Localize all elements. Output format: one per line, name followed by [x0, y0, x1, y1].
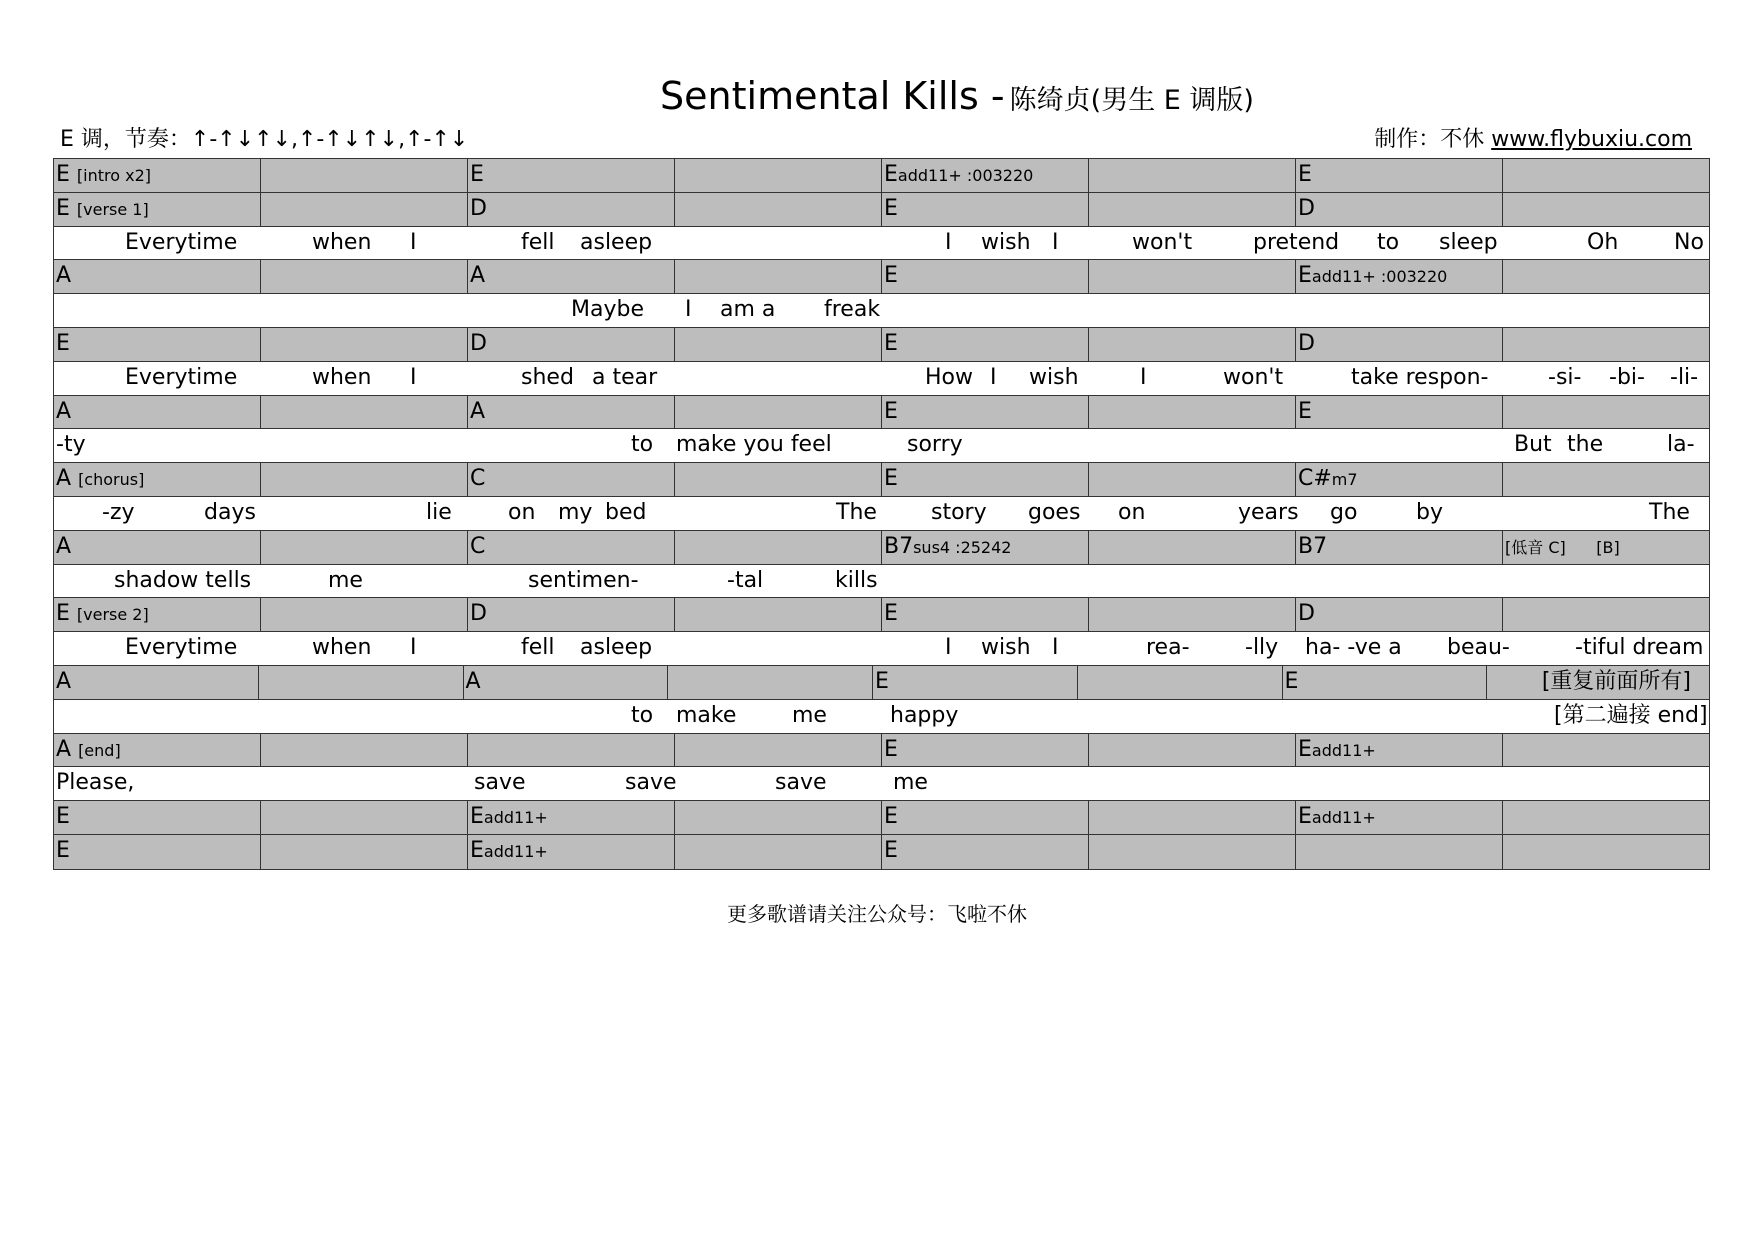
lyric-word: by: [1416, 499, 1443, 525]
chord-name: A: [470, 398, 486, 424]
footer-note: 更多歌谱请关注公众号：飞啦不休: [727, 902, 1027, 926]
lyric-row: [54, 227, 1709, 261]
measure: [1296, 734, 1503, 767]
measure: [1078, 666, 1283, 699]
lyric-word: Please,: [56, 770, 135, 796]
chord-name: E: [884, 837, 898, 863]
lyric-word: bed: [605, 499, 647, 525]
measure: [54, 260, 261, 293]
chord-name: E: [1298, 263, 1312, 289]
lyric-word: me: [328, 567, 363, 593]
measure: [675, 193, 882, 226]
lyric-word: Maybe: [571, 297, 644, 323]
credit: [1374, 122, 1692, 153]
chord-name: A: [56, 533, 72, 559]
lyric-word: -bi-: [1609, 364, 1645, 390]
chord-name: C: [470, 533, 486, 559]
song-title-subtitle: 陈绮贞(男生 E 调版): [1009, 85, 1254, 116]
lyric-word: me: [792, 702, 827, 728]
measure: [468, 531, 675, 564]
lyric-word: I: [410, 635, 417, 661]
lyric-word: rea-: [1146, 635, 1190, 661]
measure: [1296, 835, 1503, 869]
chord-name: D: [470, 330, 487, 356]
chord-name: D: [1298, 195, 1315, 221]
lyric-word: save: [625, 770, 677, 796]
measure: [882, 463, 1089, 496]
chord-name: E: [56, 195, 70, 221]
measure: [468, 801, 675, 834]
measure: [1089, 463, 1296, 496]
lyric-word: I: [1052, 229, 1059, 255]
chord-name: E: [884, 162, 898, 187]
lyric-word: go: [1330, 499, 1358, 525]
lyric-word: I: [1140, 364, 1147, 390]
measure: [1503, 463, 1709, 496]
measure: [675, 598, 882, 631]
chord-name: A: [56, 668, 72, 694]
lyric-word: save: [474, 770, 526, 796]
measure: [1503, 328, 1709, 361]
measure: [54, 328, 261, 361]
measure: [1296, 193, 1503, 226]
chord-name: C: [470, 466, 486, 492]
chord-row: [54, 260, 1709, 294]
chord-suffix: add11+: [483, 808, 548, 828]
chord-row: [54, 328, 1709, 362]
lyric-word: fell: [521, 229, 555, 255]
lyric-row: [54, 700, 1709, 734]
lyric-word: days: [204, 499, 256, 525]
lyric-word: I: [990, 364, 997, 390]
measure: [1503, 835, 1709, 869]
song-title: [0, 74, 1754, 118]
lyric-word: am a: [720, 297, 776, 323]
measure: [1296, 598, 1503, 631]
lyric-word: beau-: [1447, 635, 1510, 661]
chord-name: A: [56, 466, 72, 492]
chord-row: [54, 193, 1709, 227]
lyric-row: [54, 767, 1709, 801]
measure: [1503, 396, 1709, 429]
chord-name: E: [1298, 736, 1312, 762]
lyric-word: when: [312, 364, 372, 390]
measure: [468, 734, 675, 767]
chord-name: E: [1298, 398, 1312, 424]
measure: [1089, 835, 1296, 869]
repeat-note: [重复前面所有]: [1541, 668, 1691, 694]
measure: [882, 531, 1089, 564]
lyric-word: asleep: [580, 635, 653, 661]
lyric-word: when: [312, 635, 372, 661]
chord-name: B7: [884, 533, 914, 559]
measure: [873, 666, 1078, 699]
measure: [1089, 734, 1296, 767]
lyric-word: sorry: [907, 432, 963, 458]
lyric-row: [54, 429, 1709, 463]
measure: [1089, 159, 1296, 192]
chord-name: E: [470, 162, 484, 187]
credit-label: 制作：不休: [1374, 127, 1485, 152]
chord-name: E: [875, 668, 889, 694]
chord-name: A: [465, 668, 481, 694]
measure: [1296, 328, 1503, 361]
chord-suffix: add11+ :003220: [1311, 267, 1448, 287]
lyric-word: No: [1674, 229, 1704, 255]
lyric-word: save: [775, 770, 827, 796]
chord-name: E: [884, 466, 898, 492]
measure: [54, 598, 261, 631]
measure: [468, 598, 675, 631]
lyric-word: How: [925, 364, 973, 390]
measure: [54, 531, 261, 564]
chord-name: E: [884, 736, 898, 762]
measure: [675, 396, 882, 429]
chord-name: B7: [1298, 533, 1328, 559]
chord-name: D: [470, 195, 487, 221]
measure: [675, 328, 882, 361]
measure: [1296, 159, 1503, 192]
chord-suffix: add11+: [1311, 808, 1376, 828]
lyric-word: The: [836, 499, 877, 525]
measure: [54, 835, 261, 869]
measure: [261, 598, 468, 631]
chord-row: [54, 531, 1709, 565]
measure: [882, 734, 1089, 767]
chord-name: E: [56, 837, 70, 863]
measure: [675, 801, 882, 834]
lyric-word: -tal: [727, 567, 764, 593]
chord-name: E: [56, 162, 70, 187]
measure: [668, 666, 873, 699]
lyric-word: happy: [890, 702, 959, 728]
lyric-word: my: [558, 499, 593, 525]
section-label: [chorus]: [78, 470, 145, 490]
lyric-word: -tiful dream: [1575, 635, 1704, 661]
lyric-word: pretend: [1253, 229, 1340, 255]
chord-suffix: sus4 :25242: [913, 537, 1012, 557]
measure: [1296, 463, 1503, 496]
lyric-row: [54, 294, 1709, 328]
measure: [1283, 666, 1488, 699]
lyric-word: la-: [1667, 432, 1695, 458]
measure: [1089, 260, 1296, 293]
measure: [261, 734, 468, 767]
section-label: [end]: [78, 740, 121, 760]
measure: [259, 666, 464, 699]
measure: [675, 159, 882, 192]
measure: [1503, 801, 1709, 834]
lyric-row: [54, 565, 1709, 599]
measure: [54, 159, 261, 192]
measure: [882, 328, 1089, 361]
chord-suffix: add11+: [1311, 740, 1376, 760]
lyric-word: I: [1052, 635, 1059, 661]
lyric-word: shadow tells: [114, 567, 252, 593]
chord-name: E: [1298, 162, 1312, 187]
measure: [261, 159, 468, 192]
measure: [882, 159, 1089, 192]
lyric-word: I: [410, 229, 417, 255]
lyric-word: when: [312, 229, 372, 255]
measure: [1503, 598, 1709, 631]
measure: [468, 260, 675, 293]
lyric-word: I: [945, 635, 952, 661]
measure: [468, 835, 675, 869]
chord-row: [54, 159, 1709, 193]
lyric-word: sleep: [1439, 229, 1498, 255]
lyric-word: wish: [981, 635, 1031, 661]
measure: [261, 531, 468, 564]
lyric-word: -li-: [1670, 364, 1699, 390]
chord-name: A: [56, 263, 72, 289]
measure: [1089, 328, 1296, 361]
lyric-word: goes: [1028, 499, 1081, 525]
section-label: [intro x2]: [76, 166, 151, 185]
lyric-word: on: [508, 499, 536, 525]
measure: [882, 260, 1089, 293]
chord-name: E: [884, 330, 898, 356]
measure: [261, 463, 468, 496]
lyric-word: Everytime: [125, 635, 238, 661]
lyric-word: won't: [1223, 364, 1284, 390]
measure: [1089, 598, 1296, 631]
chord-name: E: [884, 804, 898, 830]
chord-name: E: [1284, 668, 1299, 694]
measure: [675, 835, 882, 869]
chord-name: C#: [1298, 466, 1332, 492]
lyric-word: -si-: [1548, 364, 1582, 390]
measure: [1089, 193, 1296, 226]
lyric-word: wish: [981, 229, 1031, 255]
lyric-word: asleep: [580, 229, 653, 255]
lyric-word: me: [893, 770, 928, 796]
measure: [675, 260, 882, 293]
measure: [1296, 260, 1503, 293]
measure: [1503, 260, 1709, 293]
chord-suffix: add11+ :003220: [897, 166, 1034, 185]
measure: [468, 193, 675, 226]
lyric-word: The: [1649, 499, 1690, 525]
lyric-word: make: [676, 702, 737, 728]
measure: [1296, 396, 1503, 429]
chord-name: E: [884, 601, 898, 627]
lyric-row: [54, 362, 1709, 396]
lyric-word: fell: [521, 635, 555, 661]
chord-row: [54, 835, 1709, 869]
song-title-main: Sentimental Kills -: [660, 74, 1005, 118]
chord-name: A: [56, 736, 72, 762]
measure: [675, 734, 882, 767]
chord-name: E: [884, 195, 898, 221]
lyric-word: Everytime: [125, 364, 238, 390]
chord-name: E: [1298, 804, 1312, 830]
lyric-word: But: [1514, 432, 1552, 458]
chord-name: A: [470, 263, 486, 289]
chord-row: [54, 801, 1709, 835]
lyric-word: shed: [521, 364, 574, 390]
measure: [1089, 531, 1296, 564]
measure: [1089, 801, 1296, 834]
lyric-word: -lly: [1245, 635, 1279, 661]
measure: [468, 463, 675, 496]
repeat-end-note: [第二遍接 end]: [1554, 702, 1708, 728]
chord-name: D: [1298, 601, 1315, 627]
bass-note-label: [低音 C] [B]: [1505, 537, 1620, 557]
measure: [261, 396, 468, 429]
chord-name: D: [470, 601, 487, 627]
lyric-word: kills: [835, 567, 878, 593]
section-label: [verse 2]: [76, 605, 149, 625]
measure: [54, 463, 261, 496]
lyric-word: freak: [824, 297, 881, 323]
measure: [882, 193, 1089, 226]
chord-name: E: [470, 804, 484, 830]
lyric-word: on: [1118, 499, 1146, 525]
measure: [1089, 396, 1296, 429]
lyric-word: to: [631, 432, 654, 458]
measure: [1503, 734, 1709, 767]
measure: [468, 159, 675, 192]
lyric-word: to: [631, 702, 654, 728]
chord-name: D: [1298, 330, 1315, 356]
chord-row: [54, 598, 1709, 632]
chord-suffix: add11+: [483, 841, 548, 861]
chord-name: E: [56, 330, 70, 356]
lyric-word: -zy: [102, 499, 135, 525]
lyric-word: wish: [1029, 364, 1079, 390]
lyric-word: I: [685, 297, 692, 323]
measure: [468, 396, 675, 429]
lyric-word: I: [945, 229, 952, 255]
chord-row: [54, 666, 1709, 700]
measure: [1296, 531, 1503, 564]
chord-name: E: [884, 398, 898, 424]
measure: [882, 801, 1089, 834]
measure: [261, 801, 468, 834]
measure: [1503, 193, 1709, 226]
lyric-row: [54, 497, 1709, 531]
measure: [54, 666, 259, 699]
chord-name: E: [56, 601, 70, 627]
measure: [54, 801, 261, 834]
measure: [675, 463, 882, 496]
measure: [54, 734, 261, 767]
lyric-word: lie: [426, 499, 452, 525]
measure: [261, 835, 468, 869]
lyric-word: the: [1567, 432, 1604, 458]
lyric-word: -ty: [56, 432, 86, 458]
chord-name: E: [884, 263, 898, 289]
measure: [468, 328, 675, 361]
measure: [882, 598, 1089, 631]
lyric-word: I: [410, 364, 417, 390]
chord-sheet: [53, 158, 1710, 870]
lyric-word: a tear: [592, 364, 658, 390]
measure: [1487, 666, 1709, 699]
lyric-word: Everytime: [125, 229, 238, 255]
measure: [675, 531, 882, 564]
lyric-word: story: [931, 499, 987, 525]
measure: [261, 328, 468, 361]
lyric-word: won't: [1132, 229, 1193, 255]
lyric-word: take respon-: [1351, 364, 1489, 390]
measure: [1503, 159, 1709, 192]
lyric-word: ha- -ve a: [1305, 635, 1402, 661]
lyric-row: [54, 632, 1709, 666]
credit-url[interactable]: www.flybuxiu.com: [1491, 127, 1692, 152]
section-label: [verse 1]: [76, 199, 149, 219]
measure: [261, 260, 468, 293]
lyric-word: to: [1377, 229, 1400, 255]
measure: [1296, 801, 1503, 834]
chord-name: E: [470, 837, 484, 863]
chord-row: [54, 396, 1709, 430]
measure: [882, 396, 1089, 429]
measure: [464, 666, 669, 699]
chord-row: [54, 734, 1709, 768]
key-rhythm: E 调，节奏：↑-↑↓↑↓,↑-↑↓↑↓,↑-↑↓: [60, 127, 469, 152]
measure: [261, 193, 468, 226]
measure: [54, 396, 261, 429]
chord-name: E: [56, 804, 70, 830]
lyric-word: years: [1238, 499, 1299, 525]
lyric-word: Oh: [1587, 229, 1619, 255]
chord-suffix: m7: [1331, 470, 1358, 490]
measure: [882, 835, 1089, 869]
chord-row: [54, 463, 1709, 497]
measure: [54, 193, 261, 226]
chord-name: A: [56, 398, 72, 424]
measure: [1503, 531, 1709, 564]
lyric-word: make you feel: [676, 432, 832, 458]
lyric-word: sentimen-: [528, 567, 639, 593]
